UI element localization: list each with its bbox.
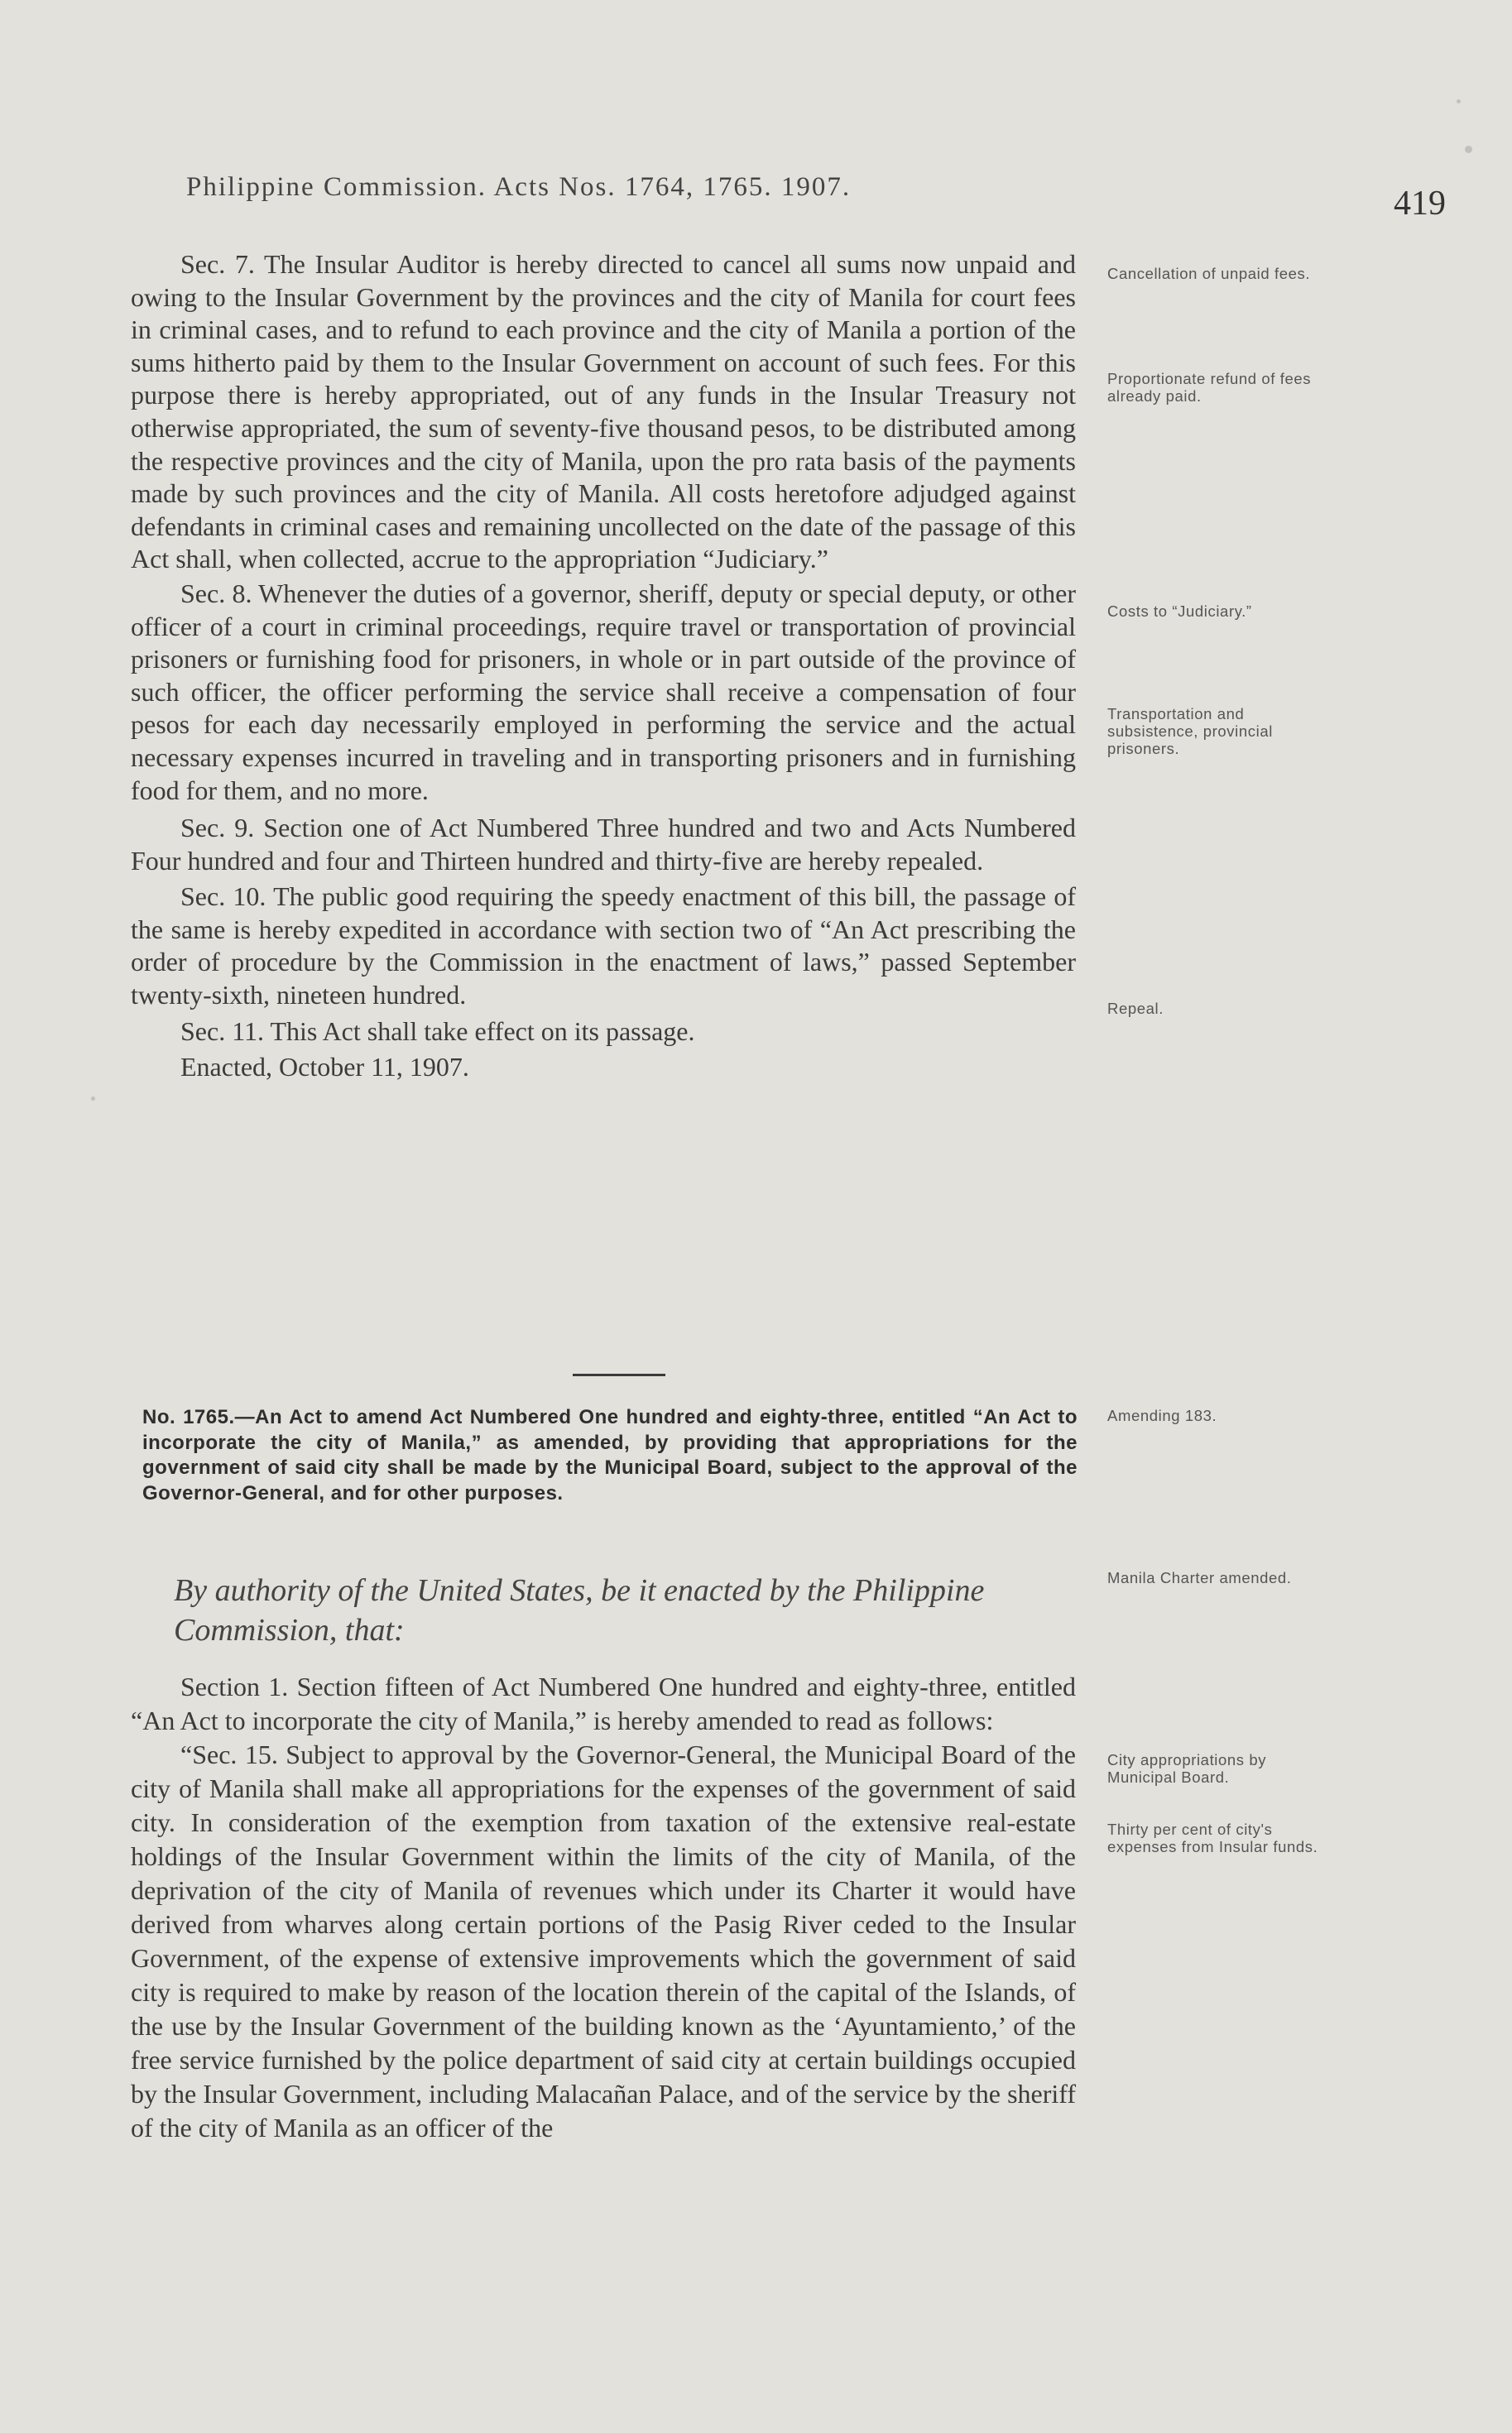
running-head: Philippine Commission. Acts Nos. 1764, 1765. 1907.	[186, 172, 852, 202]
paper-speck	[1465, 146, 1472, 153]
margin-note-appropriations: City appropriations by Municipal Board.	[1107, 1751, 1267, 1786]
margin-note-repeal: Repeal.	[1107, 1000, 1164, 1017]
act-1765-body	[131, 1670, 1076, 2145]
act-title-text: —An Act to amend Act Numbered One hundred and eighty-three, entitled “An Act to incorporate the city of Manila,” as amended, by providing that appropriations for the government of said city shall be made by the Municipal Board, subject to the approval of the Governor-General, and for other purposes.	[142, 1406, 1078, 1504]
enacting-clause: By authority of the United States, be it enacted by the Philippine Commission, that:	[174, 1573, 985, 1648]
sections-7-11	[131, 248, 1076, 1084]
act-1765-title	[142, 1405, 1078, 1506]
margin-note-cancellation: Cancellation of unpaid fees.	[1107, 265, 1311, 282]
section-1-paragraph: Section 1. Section fifteen of Act Numbered One hundred and eighty-three, entitled “An Act to incorporate the city of Manila,” is hereby amended to read as follows:	[131, 1672, 1076, 1735]
section-9-paragraph: Sec. 9. Section one of Act Numbered Three hundred and two and Acts Numbered Four hundred and four and Thirteen hundred and thirty-five are hereby repealed.	[131, 813, 1076, 876]
margin-note-amending: Amending 183.	[1107, 1407, 1217, 1424]
section-8-paragraph: Sec. 8. Whenever the duties of a governor, sheriff, deputy or special deputy, or other officer of a court in criminal proceedings, require travel or transportation of provincial prisoners or furnishing food for prisoners, in whole or in part outside of the province of such officer, the officer performing the service shall receive a compensation of four pesos for each day necessarily employed in performing the service and the actual necessary expenses incurred in traveling and in transporting prisoners and in furnishing food for them, and no more.	[131, 578, 1076, 805]
paper-speck	[1457, 99, 1461, 103]
paper-speck	[91, 1097, 95, 1101]
section-10-paragraph: Sec. 10. The public good requiring the speedy enactment of this bill, the passage of the same is hereby expedited in accordance with section two of “An Act prescribing the order of procedure by the Commission in the enactment of laws,” passed September twenty-sixth, nineteen hundred.	[131, 881, 1076, 1010]
section-15-paragraph: “Sec. 15. Subject to approval by the Governor-General, the Municipal Board of the city of Manila shall make all appropriations for the expenses of the government of said city. In consideration of the exemption from taxation of the extensive real-estate holdings of the Insular Government within the limits of the city of Manila, of the deprivation of the city of Manila of revenues which under its Charter it would have derived from wharves along certain portions of the Pasig River ceded to the Insular Government, of the expense of extensive improvements which the government of said city is required to make by reason of the location therein of the capital of the Islands, of the use by the Insular Government of the building known as the ‘Ayuntamiento,’ of the free service furnished by the police department of said city at certain buildings occupied by the Insular Government, including Malacañan Palace, and of the service by the sheriff of the city of Manila as an officer of the	[131, 1740, 1076, 2143]
enactment-date: Enacted, October 11, 1907.	[180, 1052, 469, 1082]
margin-note-thirty-percent: Thirty per cent of city's expenses from Insular funds.	[1107, 1821, 1318, 1855]
margin-note-costs: Costs to “Judiciary.”	[1107, 602, 1252, 620]
margin-note-refund: Proportionate refund of fees already paid.	[1107, 370, 1312, 405]
section-11-paragraph: Sec. 11. This Act shall take effect on its passage.	[180, 1015, 695, 1046]
section-7-paragraph: Sec. 7. The Insular Auditor is hereby directed to cancel all sums now unpaid and owing to the Insular Government by the provinces and the city of Manila for court fees in criminal cases, and to refund to each province and the city of Manila a portion of the sums hitherto paid by them to the Insular Government on account of such fees. For this purpose there is hereby appropriated, out of any funds in the Insular Treasury not otherwise appropriated, the sum of seventy-five thousand pesos, to be distributed among the respective provinces and the city of Manila, upon the pro rata basis of the payments made by such provinces and the city of Manila. All costs heretofore adjudged against defendants in criminal cases and remaining uncollected on the date of the passage of this Act shall, when collected, accrue to the appropriation “Judiciary.”	[131, 249, 1076, 574]
act-number: No. 1765.	[142, 1406, 235, 1428]
margin-note-charter: Manila Charter amended.	[1107, 1569, 1292, 1586]
page-number: 419	[1394, 185, 1446, 223]
margin-note-transport: Transportation and subsistence, provincial prisoners.	[1107, 705, 1273, 757]
section-divider	[573, 1374, 665, 1376]
